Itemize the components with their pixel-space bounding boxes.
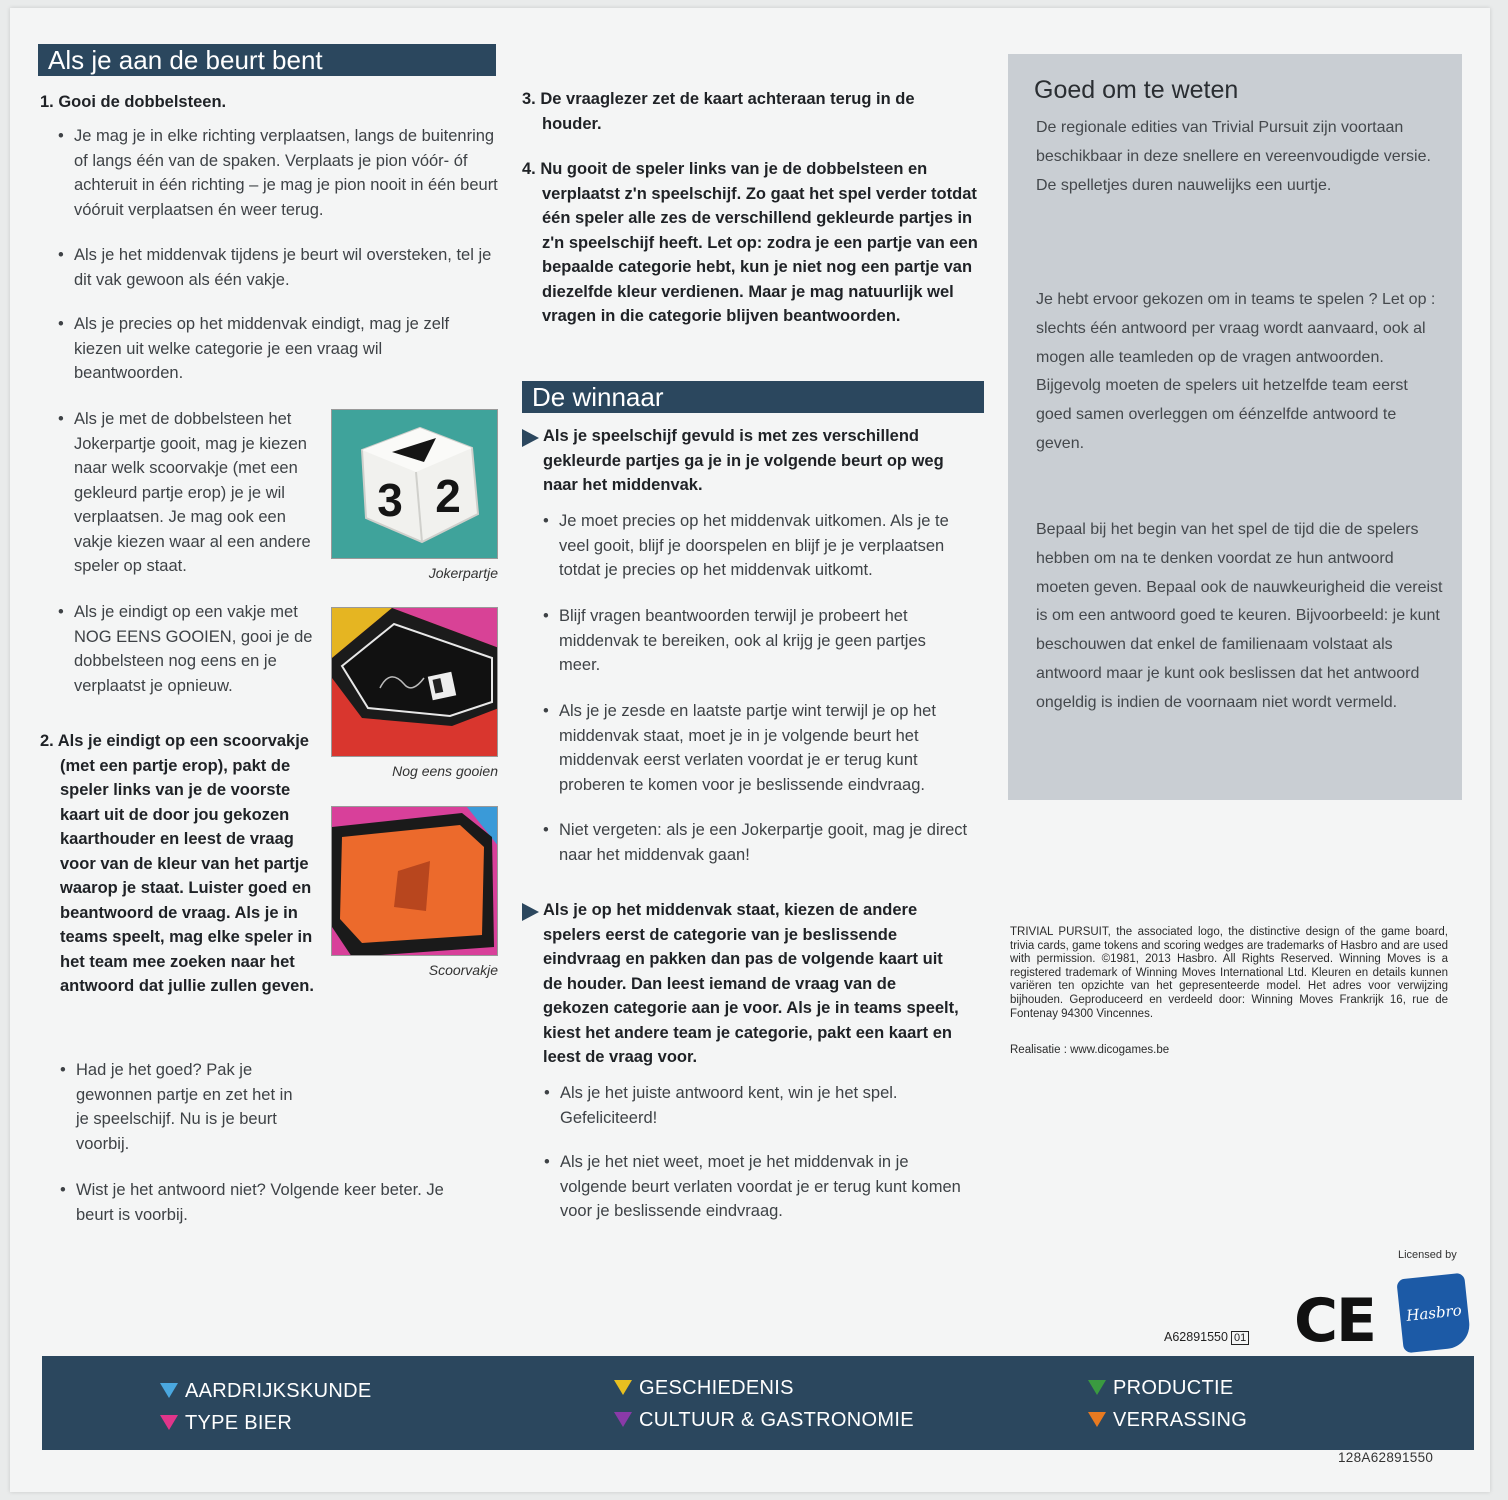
winner-para-1: Als je speelschijf gevuld is met zes verschillend gekleurde partjes ga je in je volgende beurt op weg naar het middenvak.	[543, 427, 944, 494]
category-type-bier: TYPE BIER	[160, 1412, 292, 1435]
winner-bullet-3: • Als je je zesde en laatste partje wint terwijl je op het middenvak staat, moet je in je volgende beurt het middenvak eerst verlaten voordat je er terug kunt proberen te komen voor je beslissende eindvraag.	[543, 699, 983, 797]
step1-bullet-1: • Je mag je in elke richting verplaatsen, langs de buitenring of langs één van de spaken. Verplaats je pion vóór- óf achteruit in één richting – je mag je pion nooit in één beurt vóóruit verplaatsen én weer terug.	[58, 124, 498, 222]
step1-bullet-4: • Als je met de dobbelsteen het Jokerpartje gooit, mag je kiezen naar welk scoorvakje (met een gekleurd partje erop) je je wil verplaatsen. Je mag ook een vakje kiezen waar al een andere speler op staat.	[58, 407, 328, 579]
category-cultuur-gastronomie: CULTUUR & GASTRONOMIE	[614, 1409, 914, 1432]
triangle-icon	[614, 1380, 632, 1395]
winner-para-2: Als je op het middenvak staat, kiezen de andere spelers eerst de categorie van je beslissende eindvraag en pakken dan pas de volgende kaart uit de houder. Dan leest iemand de vraag van de gekozen categorie aan je voor. Als je in teams speelt, kiest het andere team je categorie, pakt een kaart en leest de vraag voor.	[543, 901, 959, 1066]
triangle-icon	[160, 1415, 178, 1430]
category-geschiedenis: GESCHIEDENIS	[614, 1377, 794, 1400]
panel-paragraph-1: De regionale edities van Trivial Pursuit zijn voortaan beschikbaar in deze snellere en vereenvoudigde versie. De spelletjes duren nauwelijks een uurtje.	[1036, 119, 1431, 194]
die-face-right: 2	[435, 470, 461, 522]
product-code: A62891550 01	[1164, 1330, 1249, 1345]
triangle-icon	[160, 1383, 178, 1398]
score-square-image	[331, 806, 498, 956]
step2-text: 2. Als je eindigt op een scoorvakje (met een partje erop), pakt de speler links van je de voorste kaart uit de door jou gekozen kaarthouder en leest de vraag voor van de kleur van het partje waarop je staat. Luister goed en beantwoord de vraag. Als je in teams speelt, mag elke speler in het team mee zoeken naar het antwoord dat jullie zullen geven.	[40, 732, 314, 995]
pointer-icon	[522, 903, 539, 921]
step1-bullet-2: • Als je het middenvak tijdens je beurt wil oversteken, tel je dit vak gewoon als één vakje.	[58, 243, 498, 292]
roll-again-image	[331, 607, 498, 757]
step1-title: 1. Gooi de dobbelsteen.	[40, 93, 227, 111]
die-face-left: 3	[377, 474, 403, 526]
caption-scoorvakje: Scoorvakje	[428, 962, 498, 978]
panel-title: Goed om te weten	[1034, 76, 1239, 104]
category-verrassing: VERRASSING	[1088, 1409, 1247, 1432]
realisatie-credit: Realisatie : www.dicogames.be	[1010, 1044, 1170, 1056]
winner-bullet-1: • Je moet precies op het middenvak uitkomen. Als je te veel gooit, blijf je doorspelen en blijf je je verplaatsen totdat je precies op het middenvak uitkomt.	[543, 509, 983, 583]
step3-text: 3. De vraaglezer zet de kaart achteraan terug in de houder.	[522, 90, 915, 133]
legal-text: TRIVIAL PURSUIT, the associated logo, the distinctive design of the game board, trivia cards, game tokens and scoring wedges are trademarks of Hasbro and are used with permission. ©1981, 2013 Hasbro. All Rights Reserved. Winning Moves is a registered trademark of Winning Moves International Ltd. Kleuren en details kunnen variëren ten opzichte van het gepresenteerde model. Het adres voor verwijzing bijhouden. Geproduceerd en verdeeld door: Winning Moves Frankrijk 16, rue de Fontenay 94300 Vincennes.	[1010, 926, 1448, 1020]
licensed-by-label: Licensed by	[1398, 1249, 1457, 1261]
hasbro-logo-icon: Hasbro	[1396, 1273, 1471, 1354]
step1-bullet-5: • Als je eindigt op een vakje met NOG EENS GOOIEN, gooi je de dobbelsteen nog eens en je verplaatst je opnieuw.	[58, 600, 328, 698]
triangle-icon	[1088, 1412, 1106, 1427]
caption-nog-eens-gooien: Nog eens gooien	[392, 763, 498, 779]
category-aardrijkskunde: AARDRIJKSKUNDE	[160, 1380, 371, 1403]
section-header-winner: De winnaar	[522, 381, 984, 413]
final-bullet-1: • Als je het juiste antwoord kent, win je het spel. Gefeliciteerd!	[544, 1081, 964, 1130]
joker-die-image	[331, 409, 498, 559]
winner-bullet-2: • Blijf vragen beantwoorden terwijl je probeert het middenvak te bereiken, ook al krijg je geen partjes meer.	[543, 604, 963, 678]
good-to-know-panel	[1008, 54, 1462, 800]
bottom-product-code: 128A62891550	[1338, 1450, 1434, 1465]
panel-paragraph-2: Je hebt ervoor gekozen om in teams te spelen ? Let op : slechts één antwoord per vraag wordt aanvaard, ook al mogen alle teamleden op de vragen antwoorden. Bijgevolg moeten de spelers uit hetzelfde team eerst goed samen overleggen om éénzelfde antwoord te geven.	[1036, 291, 1436, 452]
triangle-icon	[1088, 1380, 1106, 1395]
step2-bullet-1: • Had je het goed? Pak je gewonnen partje en zet het in je speelschijf. Nu is je beurt voorbij.	[60, 1058, 300, 1156]
caption-jokerpartje: Jokerpartje	[428, 565, 498, 581]
category-productie: PRODUCTIE	[1088, 1377, 1233, 1400]
step4-text: 4. Nu gooit de speler links van je de dobbelsteen en verplaatst z'n speelschijf. Zo gaat het spel verder totdat één speler alle zes de verschillend gekleurde partjes in z'n speelschijf heeft. Let op: zodra je een partje van een bepaalde categorie hebt, kun je niet nog een partje van diezelfde kleur verdienen. Maar je mag natuurlijk wel vragen in die categorie blijven beantwoorden.	[522, 160, 978, 325]
final-bullet-2: • Als je het niet weet, moet je het middenvak in je volgende beurt verlaten voordat je er terug kunt komen voor je beslissende eindvraag.	[544, 1150, 964, 1224]
triangle-icon	[614, 1412, 632, 1427]
section-header-turn: Als je aan de beurt bent	[38, 44, 496, 76]
step1-bullet-3: • Als je precies op het middenvak eindigt, mag je zelf kiezen uit welke categorie je een vraag wil beantwoorden.	[58, 312, 458, 386]
step2-bullet-2: • Wist je het antwoord niet? Volgende keer beter. Je beurt is voorbij.	[60, 1178, 480, 1227]
ce-mark-icon: CE	[1294, 1286, 1376, 1356]
category-bar	[42, 1356, 1474, 1450]
panel-paragraph-3: Bepaal bij het begin van het spel de tijd die de spelers hebben om na te denken voordat ze hun antwoord moeten geven. Bepaal ook de nauwkeurigheid die vereist is om een antwoord goed te keuren. Bijvoorbeeld: je kunt beschouwen dat enkel de familienaam volstaat als antwoord maar je kunt ook beslissen dat het antwoord ongeldig is indien de voornaam niet wordt vermeld.	[1036, 521, 1443, 711]
pointer-icon	[522, 429, 539, 447]
winner-bullet-4: • Niet vergeten: als je een Jokerpartje gooit, mag je direct naar het middenvak gaan!	[543, 818, 973, 867]
